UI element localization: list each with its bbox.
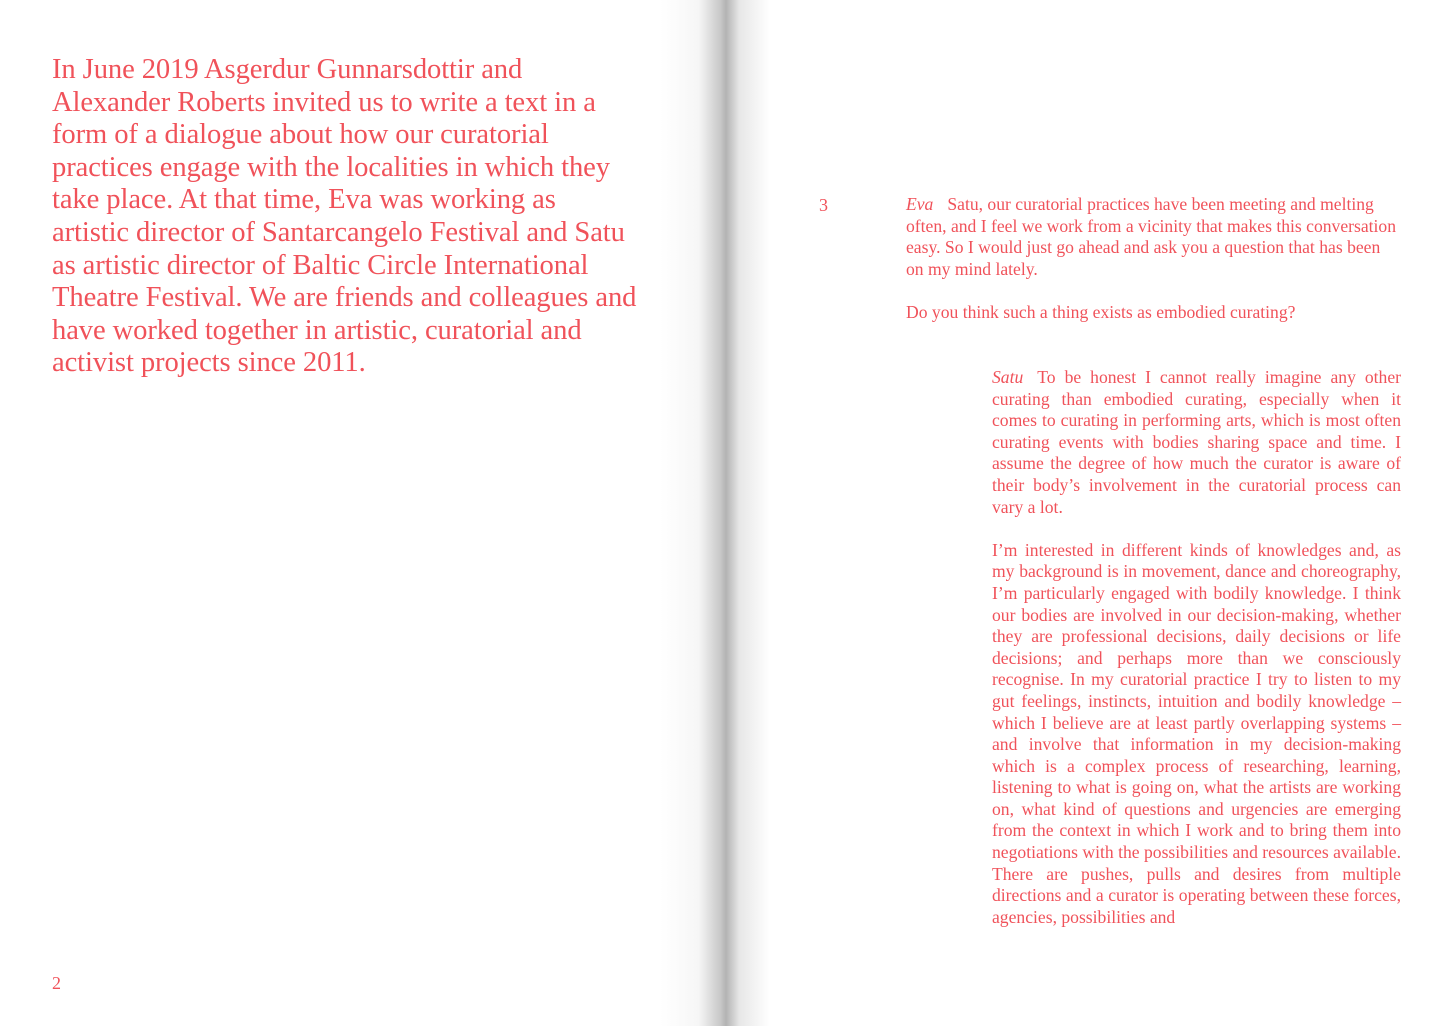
speaker-name-eva: Eva: [906, 194, 934, 214]
page-number-left: 2: [52, 973, 61, 993]
eva-dialogue: [906, 194, 1401, 345]
eva-paragraph-2: Do you think such a thing exists as embodied curating?: [906, 301, 1296, 322]
satu-dialogue: [992, 367, 1401, 950]
intro-paragraph: In June 2019 Asgerdur Gunnarsdottir and Alexander Roberts invited us to write a text in a form of a dialogue about how our curatorial practices engage with the localities in which they take place. At that time, Eva was working as artistic director of Santarcangelo Festival and Satu as artistic director of Baltic Circle International Theatre Festival. We are friends and colleagues and have worked together in artistic, curatorial and activist projects since 2011.: [52, 54, 637, 379]
satu-paragraph-1-text: To be honest I cannot really imagine any other curating than embodied curating, especially when it comes to curating in performing arts, which is most often curating events with bodies sharing space and time. I assume the degree of how much the curator is aware of their body’s involvement in the curatorial process can vary a lot.: [992, 367, 1401, 517]
right-page: [724, 0, 1447, 1026]
eva-paragraph-1: [906, 194, 1401, 280]
speaker-name-satu: Satu: [992, 367, 1024, 387]
left-page: [0, 0, 720, 1026]
satu-paragraph-1: [992, 367, 1401, 518]
page-number-right: 3: [819, 195, 828, 215]
satu-paragraph-2: I’m interested in different kinds of knowledges and, as my background is in movement, dance and choreography, I’m particularly engaged with bodily knowledge. I think our bodies are involved in our decision-making, whether they are professional decisions, daily decisions or life decisions; and perhaps more than we consciously recognise. In my curatorial practice I try to listen to my gut feelings, instincts, intuition and bodily knowledge – which I believe are at least partly overlapping systems – and involve that information in my decision-making which is a complex process of researching, learning, listening to what is going on, what the artists are working on, what kind of questions and urgencies are emerging from the context in which I work and to bring them into negotiations with the possibilities and resources available. There are pushes, pulls and desires from multiple directions and a curator is operating between these forces, agencies, possibilities and: [992, 539, 1401, 927]
eva-paragraph-1-text: Satu, our curatorial practices have been meeting and melting often, and I feel we work from a vicinity that makes this conversation easy. So I would just go ahead and ask you a question that has been on my mind lately.: [906, 194, 1397, 279]
